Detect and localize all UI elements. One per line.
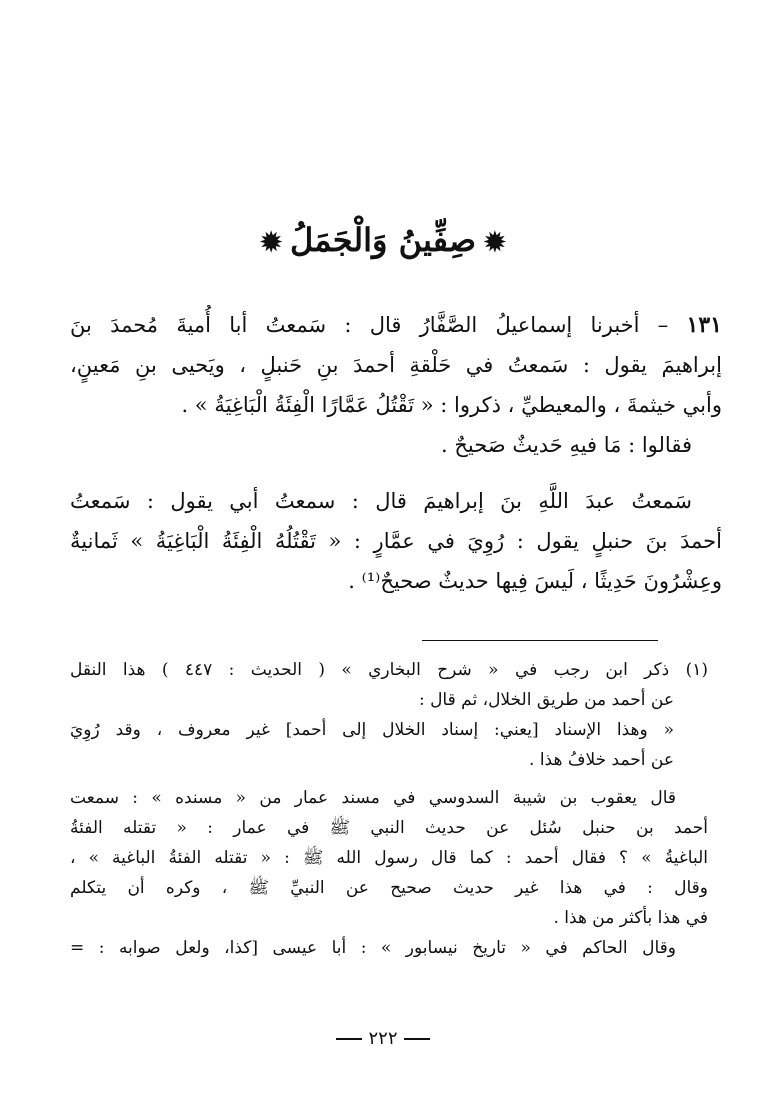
footnote-line: أحمد بن حنبل سُئل عن حديث النبي ﷺ في عمار : « تقتله الفئةُ: [70, 818, 708, 838]
chapter-title-text: صِفِّينُ وَالْجَمَلُ: [290, 221, 476, 259]
footnote-line: « وهذا الإسناد [يعني: إسناد الخلال إلى أحمد] غير معروف ، وقد رُوِيَ: [70, 720, 674, 740]
footnote-line: قال يعقوب بن شيبة السدوسي في مسند عمار من « مسنده » : سمعت: [70, 788, 676, 808]
footnote-line: عن أحمد من طريق الخلال، ثم قال :: [418, 690, 674, 710]
footnote-line: وقال الحاكم في « تاريخ نيسابور » : أبا عيسى [كذا، ولعل صوابه : =: [70, 938, 676, 958]
footnote-line: الباغيةُ » ؟ فقال أحمد : كما قال رسول الله ﷺ : « تقتله الفئةُ الباغية » ،: [70, 848, 708, 868]
dash-right: [404, 1038, 430, 1040]
footnotes: [70, 655, 708, 963]
chapter-title: [0, 212, 766, 271]
hadith-line: إبراهيمَ يقول : سَمعتُ في حَلْقةِ أحمدَ بنِ حَنبلٍ ، ويَحيى بنِ مَعينٍ،: [70, 353, 722, 377]
hadith-line: وأبي خيثمةَ ، والمعيطيِّ ، ذكروا : « تَقْتُلُ عَمَّارًا الْفِئَةُ الْبَاغِيَةُ » .: [181, 393, 722, 417]
dash-left: [336, 1038, 362, 1040]
footnote-line: (١) ذكر ابن رجب في « شرح البخاري » ( الحديث : ٤٤٧ ) هذا النقل: [70, 660, 708, 680]
footnote-line: عن أحمد خلافُ هذا .: [529, 750, 674, 770]
main-text: [70, 305, 722, 601]
footnote-line: في هذا بأكثر من هذا .: [553, 908, 708, 928]
hadith-number: ١٣١: [686, 312, 722, 338]
hadith-line: سَمعتُ عبدَ اللَّهِ بنَ إبراهيمَ قال : سمعتُ أبي يقول : سَمعتُ: [70, 489, 692, 513]
page-number-text: ٢٢٢: [368, 1028, 398, 1049]
hadith-line: وعِشْرُونَ حَدِيثًا ، لَيسَ فِيها حديثٌ صحيحٌ⁽¹⁾ .: [348, 569, 722, 593]
star-ornament-right-icon: ✹: [484, 227, 506, 258]
hadith-line: أحمدَ بنَ حنبلٍ يقول : رُوِيَ في عمَّارٍ : « تَقْتُلُهُ الْفِئَةُ الْبَاغِيَةُ » ثَمانيةٌ: [70, 529, 722, 553]
hadith-line: [70, 305, 722, 345]
star-ornament-left-icon: ✹: [260, 227, 282, 258]
hadith-line: فقالوا : مَا فيهِ حَديثٌ صَحيحٌ .: [441, 433, 692, 457]
footnote-separator: [422, 640, 658, 641]
hadith-line-text: – أخبرنا إسماعيلُ الصَّفَّارُ قال : سَمعتُ أبا أُميةَ مُحمدَ بنَ: [70, 313, 669, 337]
page-number: [0, 1028, 766, 1049]
footnote-line: وقال : في هذا غير حديث صحيح عن النبيِّ ﷺ ، وكره أن يتكلم: [70, 878, 708, 898]
